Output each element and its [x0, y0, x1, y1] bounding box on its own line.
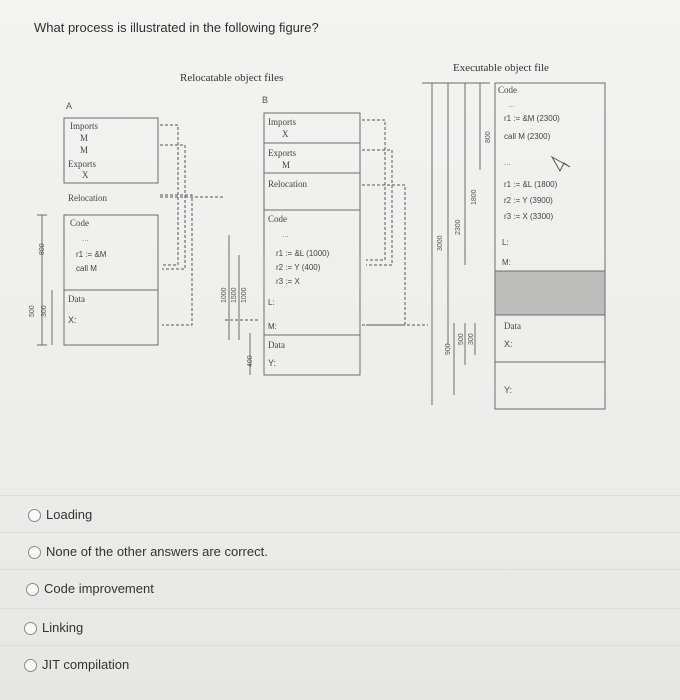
executable-dim-1800: 1800 [471, 189, 478, 205]
module-a-import-2: M [80, 145, 89, 155]
executable-dim-900: 900 [445, 343, 452, 355]
module-b-code-box [264, 210, 360, 335]
module-a-imports: Imports [70, 121, 98, 131]
module-a-dim-300: 300 [41, 305, 48, 317]
executable-label-m: M: [502, 258, 511, 267]
executable-dim-2300: 2300 [455, 219, 462, 235]
module-b-data: Data [268, 340, 285, 350]
executable-data: Data [504, 321, 521, 331]
executable-code-line4: r2 := Y (3900) [504, 196, 553, 205]
module-a-dim-800: 800 [39, 243, 46, 255]
option-code-improvement[interactable] [0, 569, 680, 608]
option-none-correct[interactable] [0, 532, 680, 571]
module-a-label: A [66, 101, 73, 111]
module-b-imports: Imports [268, 117, 296, 127]
module-a-exports: Exports [68, 159, 96, 169]
executable-label-l: L: [502, 238, 509, 247]
module-b-label-m: M: [268, 322, 277, 331]
module-a-data-sym: X: [68, 315, 77, 325]
module-a-code-line2: call M [76, 264, 97, 273]
executable-dim-500: 500 [458, 333, 465, 345]
module-b-label-l: L: [268, 298, 275, 307]
executable-code-line5: r3 := X (3300) [504, 212, 554, 221]
module-a-relocation: Relocation [68, 193, 107, 203]
executable-code-line1: r1 := &M (2300) [504, 114, 560, 123]
option-label: Linking [42, 620, 84, 635]
module-b-import-sym: X [282, 129, 289, 139]
executable-dim-800: 800 [485, 131, 492, 143]
module-b-code-line3: r3 := X [276, 277, 300, 286]
executable-data-sym2: Y: [504, 385, 513, 395]
executable-dots1: ... [508, 100, 515, 109]
executable-code-line3: r1 := &L (1800) [504, 180, 558, 189]
option-label: Loading [46, 507, 93, 522]
module-a-dots: ... [82, 234, 89, 243]
option-label: JIT compilation [42, 657, 130, 672]
module-b-exports: Exports [268, 148, 296, 158]
executable-title: Executable object file [453, 62, 549, 74]
radio-icon[interactable] [24, 659, 37, 672]
module-a-data: Data [68, 294, 85, 304]
executable-dots2: ... [504, 158, 511, 167]
executable-code: Code [498, 85, 517, 95]
module-a-code-line1: r1 := &M [76, 250, 107, 259]
module-b-dim-400: 400 [247, 355, 254, 367]
radio-icon[interactable] [28, 546, 41, 559]
cursor-icon [552, 157, 570, 171]
module-b-code-line1: r1 := &L (1000) [276, 249, 330, 258]
executable-code-box [495, 83, 605, 271]
module-b-code-line2: r2 := Y (400) [276, 263, 321, 272]
radio-icon[interactable] [24, 622, 37, 635]
module-b-code: Code [268, 214, 287, 224]
module-b-data-sym: Y: [268, 358, 277, 368]
executable-data-sym: X: [504, 339, 513, 349]
option-linking[interactable] [0, 608, 680, 647]
module-b-dots: ... [282, 230, 289, 239]
module-a-code: Code [70, 218, 89, 228]
module-b-dim-1000a: 1000 [221, 287, 228, 303]
linking-figure [20, 55, 660, 485]
module-a-import-1: M [80, 133, 89, 143]
option-jit-compilation[interactable] [0, 645, 680, 684]
executable-dim-3000: 3000 [437, 235, 444, 251]
radio-icon[interactable] [28, 509, 41, 522]
module-a-dim-500: 500 [29, 305, 36, 317]
question-text: What process is illustrated in the following figure? [34, 20, 319, 35]
module-b-dim-1500: 1500 [231, 287, 238, 303]
relocatable-title: Relocatable object files [180, 72, 284, 84]
module-b-label: B [262, 95, 269, 105]
module-b-relocation: Relocation [268, 179, 307, 189]
radio-icon[interactable] [26, 583, 39, 596]
executable-code-line2: call M (2300) [504, 132, 551, 141]
option-loading[interactable] [0, 495, 680, 534]
executable-dim-300: 300 [468, 333, 475, 345]
option-label: Code improvement [44, 581, 154, 596]
module-a-export-sym: X [82, 170, 89, 180]
module-b-export-sym: M [282, 160, 291, 170]
module-b-dim-1000b: 1000 [241, 287, 248, 303]
option-label: None of the other answers are correct. [46, 544, 268, 559]
